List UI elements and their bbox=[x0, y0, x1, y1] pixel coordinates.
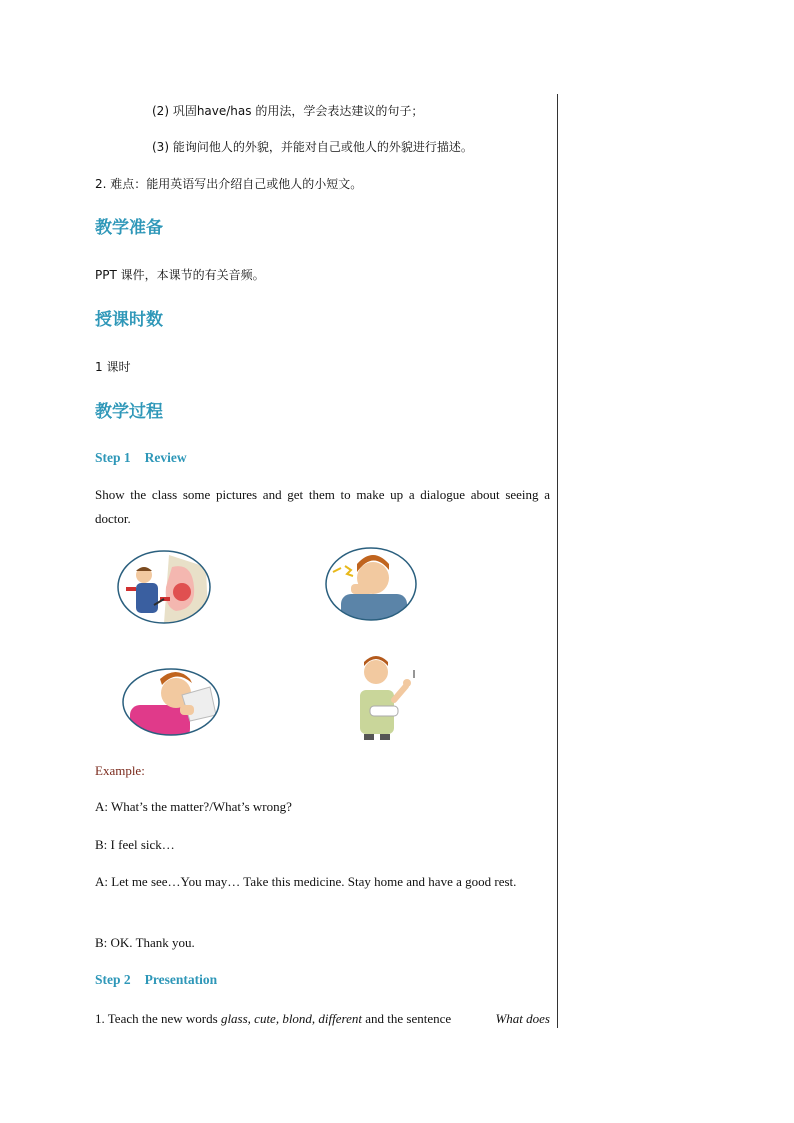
objective-item-2: (2) 巩固have/has 的用法，学会表达建议的句子； bbox=[152, 104, 424, 118]
step1-heading bbox=[95, 450, 187, 466]
step2-sentence-start: What does bbox=[495, 1011, 550, 1026]
step1-number: Step 1 bbox=[95, 450, 131, 465]
stomachache-illustration bbox=[114, 547, 214, 627]
step2-text-mid: and the sentence bbox=[362, 1011, 452, 1026]
step1-name: Review bbox=[144, 450, 187, 465]
example-label: Example: bbox=[95, 763, 145, 778]
difficulty-point: 2. 难点：能用英语写出介绍自己或他人的小短文。 bbox=[95, 177, 363, 191]
hours-text: 1 课时 bbox=[95, 360, 131, 374]
section-heading-hours: 授课时数 bbox=[95, 310, 163, 330]
step2-number: Step 2 bbox=[95, 972, 131, 987]
headache-illustration bbox=[323, 544, 419, 624]
example-line-2: B: I feel sick… bbox=[95, 837, 175, 852]
cold-sneezing-illustration bbox=[120, 665, 222, 739]
step1-text: Show the class some pictures and get them to make up a dialogue about seeing a doctor. bbox=[95, 487, 550, 526]
step2-name: Presentation bbox=[144, 972, 218, 987]
step2-text-pre: 1. Teach the new words bbox=[95, 1011, 221, 1026]
step2-text bbox=[95, 1011, 550, 1027]
objective-item-3: (3) 能询问他人的外貌，并能对自己或他人的外貌进行描述。 bbox=[152, 140, 473, 154]
section-heading-process: 教学过程 bbox=[95, 402, 163, 422]
preparation-text: PPT 课件，本课节的有关音频。 bbox=[95, 268, 265, 282]
hurt-arm-illustration bbox=[350, 650, 418, 740]
example-line-3: A: Let me see…You may… Take this medicine. Stay home and have a good rest. bbox=[95, 874, 517, 889]
step2-heading bbox=[95, 972, 217, 988]
step2-new-words: glass, cute, blond, different bbox=[220, 1011, 362, 1026]
example-line-4: B: OK. Thank you. bbox=[95, 935, 195, 950]
column-divider bbox=[557, 94, 558, 1028]
example-line-1: A: What’s the matter?/What’s wrong? bbox=[95, 799, 292, 814]
section-heading-preparation: 教学准备 bbox=[95, 218, 163, 238]
